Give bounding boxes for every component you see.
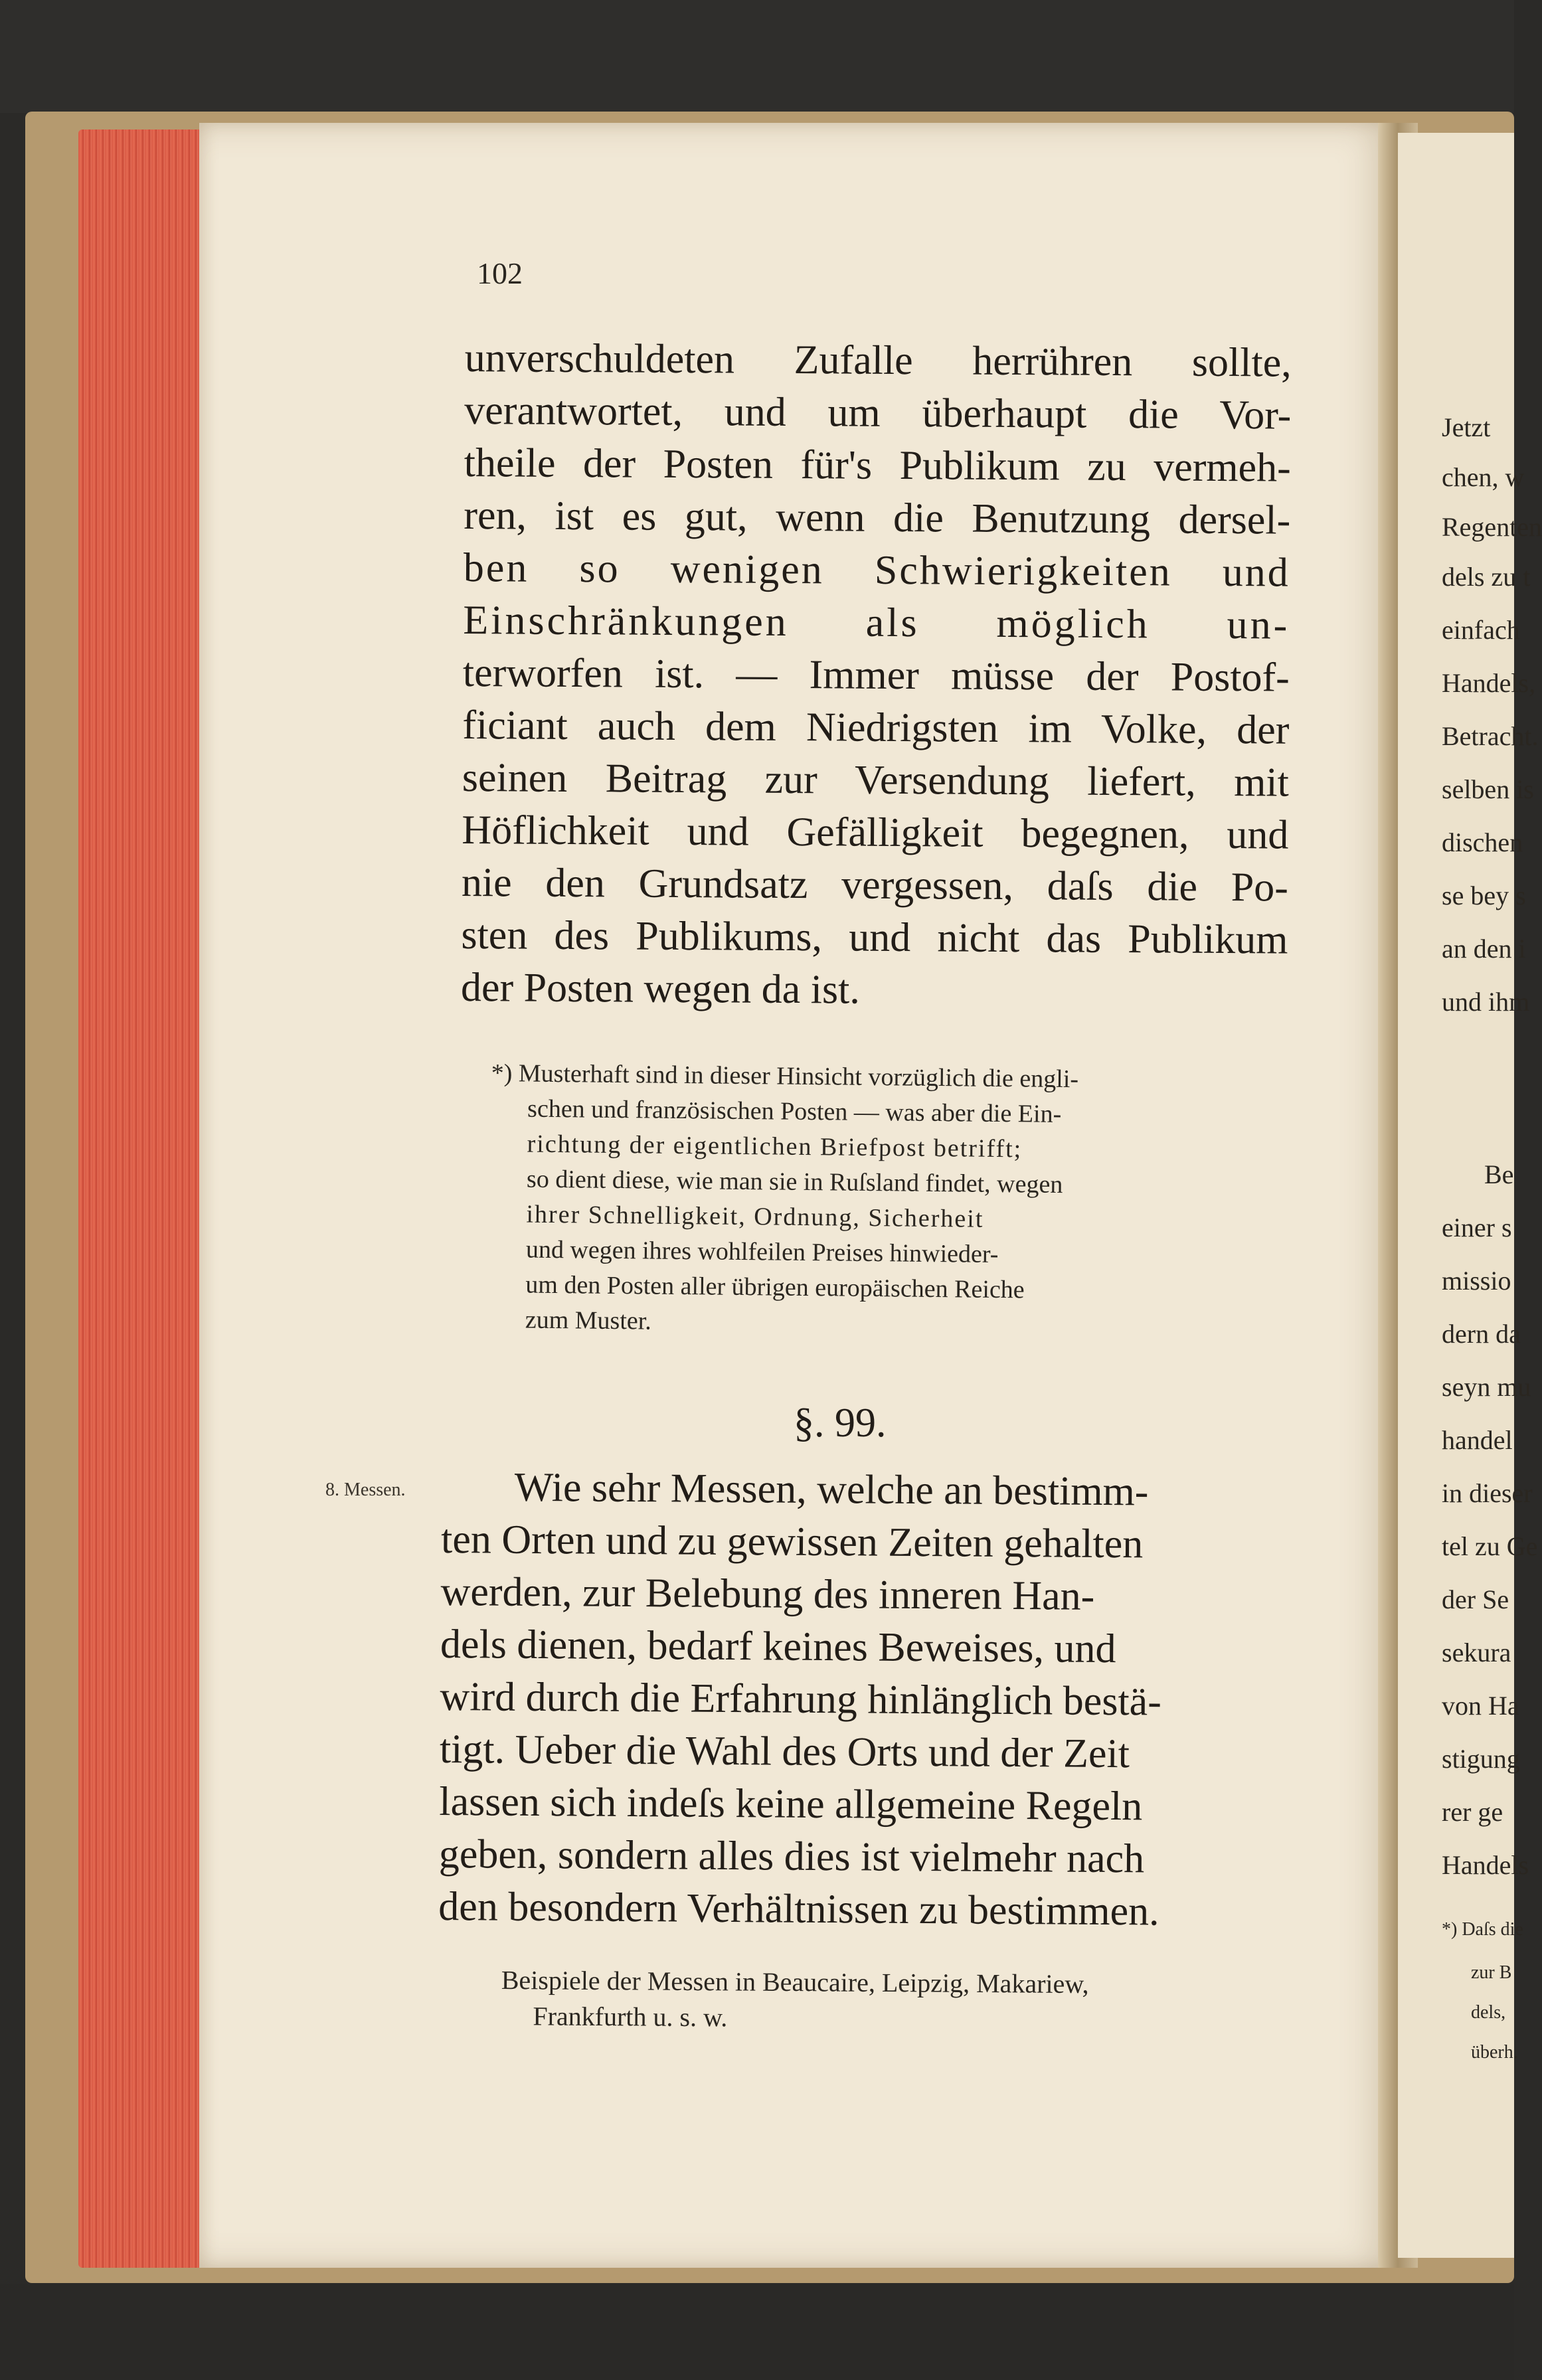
facing-line: zur B [1471,1962,1512,1983]
footnote-line: Beispiele der Messen in Beaucaire, Leipzig, Makariew, [501,1965,1089,1999]
text-line: geben, sondern alles dies ist vielmehr nach [438,1831,1145,1882]
facing-line: Jetzt [1442,412,1491,442]
section-heading: §. 99. [794,1401,887,1446]
facing-line: der Se [1442,1584,1509,1614]
footnote-line: zum Muster. [525,1306,652,1335]
facing-line: einfach [1442,615,1520,645]
text-line: wird durch die Erfahrung hinlänglich bestä- [440,1673,1162,1725]
facing-line: handel [1442,1425,1513,1455]
facing-line: Regenten [1442,512,1542,542]
text-line: unverschuldeten Zufalle herrühren sollte, [464,335,1292,386]
text-line: verantwortet, und um überhaupt die Vor- [464,387,1292,438]
messen-paragraph [438,1461,1278,1939]
text-line: ben so wenigen Schwierigkeiten und [463,545,1291,596]
facing-line: dels, [1471,2002,1506,2023]
facing-line: Handels [1442,1850,1529,1880]
facing-line: Be [1484,1159,1514,1189]
text-line: Höflichkeit und Gefälligkeit begegnen, und [462,807,1289,858]
facing-line: an den i [1442,934,1526,964]
text-line: nie den Grundsatz vergessen, daſs die Po- [461,859,1289,910]
facing-line: rer ge [1442,1797,1503,1827]
text-line: sten des Publikums, und nicht das Publikum [461,912,1288,963]
text-line: der Posten wegen da ist. [460,964,861,1013]
text-line: ren, ist es gut, wenn die Benutzung dersel- [464,492,1291,543]
footnote-line: um den Posten aller übrigen europäischen Reiche [525,1270,1025,1304]
text-line: tigt. Ueber die Wahl des Orts und der Zeit [439,1726,1130,1777]
text-line: ficiant auch dem Niedrigsten im Volke, der [462,702,1290,753]
facing-line: Handels, [1442,668,1536,698]
text-line: werden, zur Belebung des inneren Han- [440,1569,1095,1619]
facing-line: seyn mu [1442,1372,1531,1402]
text-line: theile der Posten für's Publikum zu vermeh- [464,440,1291,491]
facing-line: dern da [1442,1319,1521,1349]
facing-line: einer s [1442,1213,1512,1242]
footnote-line: und wegen ihres wohlfeilen Preises hinwieder- [525,1235,999,1269]
text-line: Einschränkungen als möglich un- [463,597,1290,648]
facing-line: dels zu t [1442,562,1531,592]
footnote-line: schen und französischen Posten — was aber die Ein- [527,1094,1062,1128]
footnote-line: Frankfurth u. s. w. [533,2001,728,2033]
footnote-line: *) Musterhaft sind in dieser Hinsicht vorzüglich die engli- [491,1059,1079,1094]
facing-line: se bey s [1442,881,1526,910]
background-top [0,0,1514,113]
facing-line: dischen [1442,827,1523,857]
footnote-line: richtung der eigentlichen Briefpost betrifft; [527,1130,1023,1163]
facing-line: missio [1442,1266,1511,1296]
text-line: Wie sehr Messen, welche an bestimm- [514,1464,1149,1515]
text-line: seinen Beitrag zur Versendung liefert, mit [462,754,1290,806]
facing-line: sekura [1442,1638,1511,1667]
facing-line: und ihm [1442,987,1530,1017]
facing-line: Betracht. [1442,721,1539,751]
page-number: 102 [477,256,523,290]
facing-line: stigung [1442,1744,1520,1774]
facing-line: überh. [1471,2042,1518,2063]
footnote-posts [489,1056,1278,1345]
margin-note: 8. Messen. [325,1480,406,1500]
text-line: lassen sich indeſs keine allgemeine Regeln [439,1778,1143,1829]
background-bottom [0,2284,1514,2380]
footnote-messen [501,1962,1265,2039]
red-page-edges [78,129,211,2268]
facing-line: selben is [1442,774,1534,804]
text-line: den besondern Verhältnissen zu bestimmen. [438,1883,1159,1934]
facing-page [1398,133,1542,2258]
facing-line: *) Daſs die [1442,1919,1523,1940]
footnote-line: so dient diese, wie man sie in Ruſsland findet, wegen [526,1165,1063,1199]
facing-line: von Ha [1442,1691,1519,1721]
text-line: ten Orten und zu gewissen Zeiten gehalten [440,1516,1144,1567]
facing-line: in dieser [1442,1478,1533,1508]
facing-line: chen, w [1442,462,1525,492]
text-line: dels dienen, bedarf keines Beweises, und [440,1621,1116,1672]
facing-line: tel zu Ge [1442,1531,1538,1561]
main-paragraph [461,332,1292,1019]
footnote-line: ihrer Schnelligkeit, Ordnung, Sicherheit [526,1200,984,1233]
text-line: terworfen ist. — Immer müsse der Postof- [462,649,1290,701]
